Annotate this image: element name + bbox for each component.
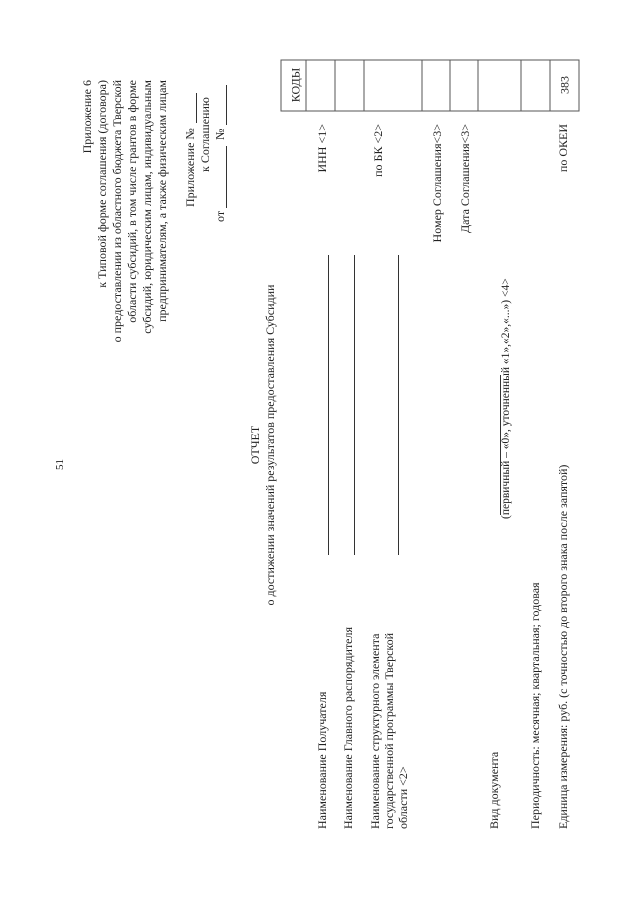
report-subtitle: о достижении значений результатов предоставления Субсидии: [263, 284, 277, 606]
agreement-date-label: Дата Соглашения<3>: [458, 124, 472, 234]
number-sign: №: [213, 128, 227, 140]
structural-element-line-1: Наименование структурного элемента: [368, 633, 382, 829]
structural-element-line-2: государственной программы Тверской: [382, 632, 396, 829]
appendix-line-1: к Типовой форме соглашения (договора): [95, 80, 109, 288]
appendix-title: Приложение 6: [80, 80, 94, 154]
okei-code-value: 383: [557, 76, 572, 94]
document-type-label: Вид документа: [487, 751, 501, 829]
appendix-line-4: субсидий, юридическим лицам, индивидуальным: [140, 80, 154, 334]
appendix-line-3: области субсидий, в том числе грантов в форме: [125, 80, 139, 323]
agreement-number-label: Номер Соглашения<3>: [430, 124, 444, 243]
appendix-line-5: предпринимателям, а также физическим лицам: [155, 80, 169, 322]
main-manager-line: [354, 255, 355, 555]
periodicity-label: Периодичность: месячная; квартальная; годовая: [528, 582, 542, 829]
page-number: 51: [54, 459, 66, 470]
agreement-appendix-label: Приложение №: [183, 128, 197, 207]
bk-label: по БК <2>: [371, 124, 385, 177]
recipient-line: [328, 255, 329, 555]
okei-label: по ОКЕИ: [556, 124, 570, 173]
from-label: от: [213, 210, 227, 222]
to-agreement-label: к Соглашению: [198, 97, 212, 172]
report-title: ОТЧЕТ: [248, 425, 262, 465]
structural-element-line-3: области <2>: [396, 766, 410, 829]
codes-header-overlay: КОДЫ: [288, 67, 303, 103]
agreement-appendix-line: [196, 93, 197, 123]
appendix-line-2: о предоставлении из областного бюджета Тверской: [110, 80, 124, 343]
date-line: [226, 146, 227, 208]
main-manager-label: Наименование Главного распорядителя: [341, 626, 355, 829]
unit-label: Единица измерения: руб. (с точностью до второго знака после запятой): [556, 464, 570, 829]
recipient-label: Наименование Получателя: [315, 691, 329, 829]
structural-element-line: [398, 255, 399, 555]
inn-label: ИНН <1>: [315, 124, 329, 173]
document-type-hint: (первичный – «0», уточненный «1»,«2»,«...») <4>: [500, 278, 512, 519]
number-line: [226, 85, 227, 125]
